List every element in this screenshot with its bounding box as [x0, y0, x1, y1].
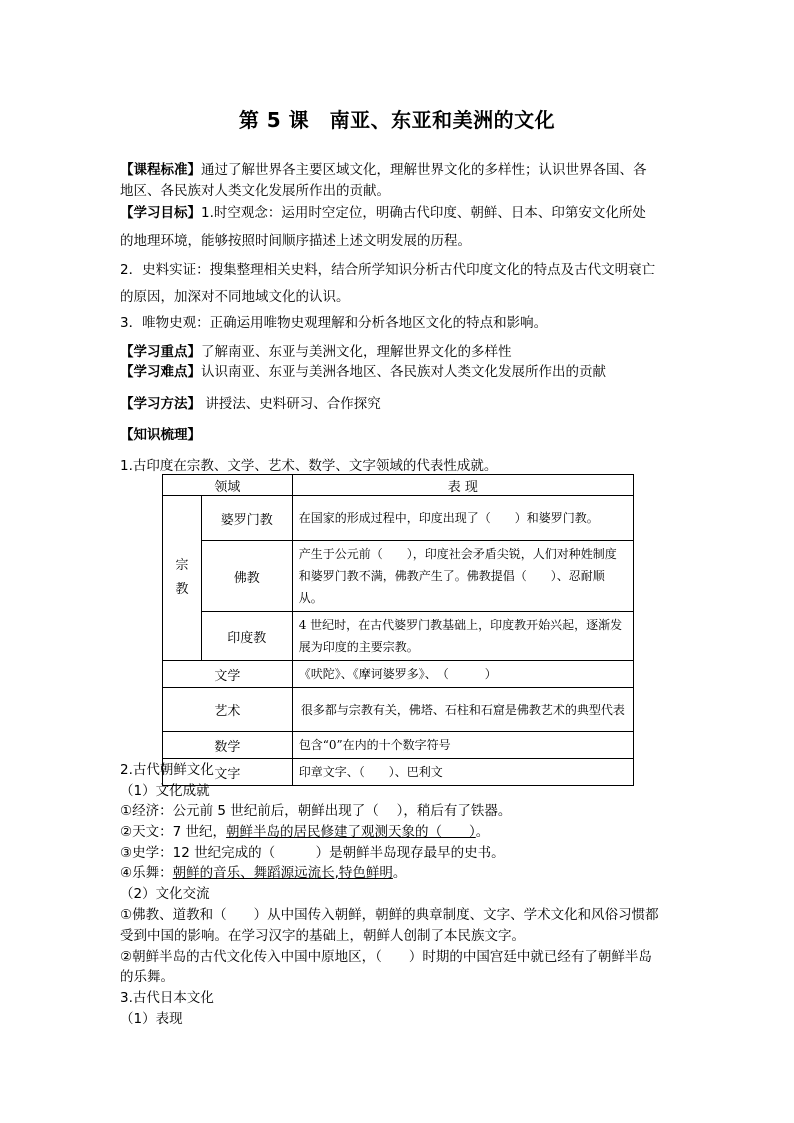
korea-exchange-1: ①佛教、道教和（ ）从中国传入朝鲜，朝鲜的典章制度、文字、学术文化和风俗习惯都: [120, 907, 659, 923]
astro-suffix: 。: [475, 824, 490, 840]
religion-cell: [163, 496, 202, 661]
music-prefix: ④乐舞：: [120, 865, 173, 881]
korea-title: 2.古代朝鲜文化: [120, 762, 214, 778]
header-field: 领域: [163, 475, 293, 496]
table-row: [163, 541, 634, 612]
objectives-line-5: 3．唯物史观：正确运用唯物史观理解和分析各地区文化的特点和影响。: [120, 315, 548, 331]
religion-char-2: 教: [175, 582, 189, 597]
page-title: 第 5 课 南亚、东亚和美洲的文化: [238, 108, 556, 132]
art-label: 艺术: [163, 688, 293, 732]
literature-desc: 《吠陀》、《摩诃婆罗多》、 （ ）: [292, 661, 633, 688]
curriculum-text-1: 通过了解世界各主要区域文化，理解世界文化的多样性；认识世界各国、各: [201, 162, 647, 178]
india-intro: 1.古印度在宗教、文学、艺术、数学、文字领域的代表性成就。: [120, 458, 498, 474]
table-row: [163, 661, 634, 688]
objectives-line-4: 的原因，加深对不同地域文化的认识。: [120, 289, 350, 305]
korea-astronomy: [120, 822, 680, 842]
math-desc: 包含“0”在内的十个数字符号: [292, 732, 633, 759]
difficulties-line: [120, 362, 680, 382]
header-show: 表 现: [292, 475, 633, 496]
math-label: 数学: [163, 732, 293, 759]
difficulties-text: 认识南亚、东亚与美洲各地区、各民族对人类文化发展所作出的贡献: [201, 364, 606, 380]
table-header-row: [163, 475, 634, 496]
buddhism-label: 佛教: [201, 541, 292, 612]
objectives-line-1: [120, 203, 680, 223]
religion-char-1: 宗: [175, 558, 189, 573]
korea-exchange-2: 受到中国的影响。在学习汉字的基础上，朝鲜人创制了本民族文字。: [120, 928, 525, 944]
korea-exchange-3: ②朝鲜半岛的古代文化传入中国中原地区，（ ）时期的中国宫廷中就已经有了朝鲜半岛: [120, 949, 652, 965]
objectives-text-1: 1.时空观念：运用时空定位，明确古代印度、朝鲜、日本、印第安文化所处: [201, 205, 646, 221]
methods-text: 讲授法、史料研习、合作探究: [201, 396, 381, 412]
brahmanism-desc: 在国家的形成过程中，印度出现了（ ）和婆罗门教。: [292, 496, 633, 541]
korea-sub-1: （1）文化成就: [120, 783, 210, 799]
korea-sub-2: （2）文化交流: [120, 886, 210, 902]
methods-line: [120, 394, 680, 414]
difficulties-label: 【学习难点】: [120, 364, 201, 380]
korea-economy: ①经济：公元前 5 世纪前后，朝鲜出现了（ ），稍后有了铁器。: [120, 803, 512, 819]
art-desc: 很多都与宗教有关，佛塔、石柱和石窟是佛教艺术的典型代表: [292, 688, 633, 732]
music-suffix: 。: [392, 865, 407, 881]
key-points-line: [120, 342, 680, 362]
astro-prefix: ②天文：7 世纪，: [120, 824, 226, 840]
music-underlined: 朝鲜的音乐、舞蹈源远流长,特色鲜明: [172, 865, 393, 881]
korea-music: [120, 863, 680, 883]
hinduism-label: 印度教: [201, 612, 292, 661]
objectives-line-3: 2．史料实证：搜集整理相关史料，结合所学知识分析古代印度文化的特点及古代文明衰亡: [120, 262, 656, 278]
objectives-line-2: 的地理环境，能够按照时间顺序描述上述文明发展的历程。: [120, 233, 471, 249]
table-row: [163, 496, 634, 541]
literature-label: 文学: [163, 661, 293, 688]
script-label: 文字: [163, 759, 293, 786]
buddhism-desc: 产生于公元前（ ），印度社会矛盾尖锐，人们对种姓制度和婆罗门教不满，佛教产生了。佛教提倡（ ）、忍耐顺从。: [292, 541, 633, 612]
curriculum-line-1: [120, 160, 680, 180]
india-achievements-table: [162, 474, 634, 786]
japan-sub-1: （1）表现: [120, 1011, 183, 1027]
astro-underlined: 朝鲜半岛的居民修建了观测天象的（ ）: [225, 824, 476, 840]
table-row: [163, 688, 634, 732]
table-row: [163, 612, 634, 661]
brahmanism-label: 婆罗门教: [201, 496, 292, 541]
key-points-text: 了解南亚、东亚与美洲文化，理解世界文化的多样性: [201, 344, 512, 360]
hinduism-desc: 4 世纪时，在古代婆罗门教基础上，印度教开始兴起，逐渐发展为印度的主要宗教。: [292, 612, 633, 661]
objectives-label: 【学习目标】: [120, 205, 201, 221]
korea-history: ③史学：12 世纪完成的（ ）是朝鲜半岛现存最早的史书。: [120, 845, 505, 861]
knowledge-heading: 【知识梳理】: [120, 427, 201, 443]
curriculum-label: 【课程标准】: [120, 162, 201, 178]
korea-exchange-4: 的乐舞。: [120, 969, 174, 985]
table-row: [163, 732, 634, 759]
curriculum-line-2: 地区、各民族对人类文化发展所作出的贡献。: [120, 183, 390, 199]
methods-label: 【学习方法】: [120, 396, 201, 412]
key-points-label: 【学习重点】: [120, 344, 201, 360]
script-desc: 印章文字、（ ）、巴利文: [292, 759, 633, 786]
japan-title: 3.古代日本文化: [120, 990, 214, 1006]
